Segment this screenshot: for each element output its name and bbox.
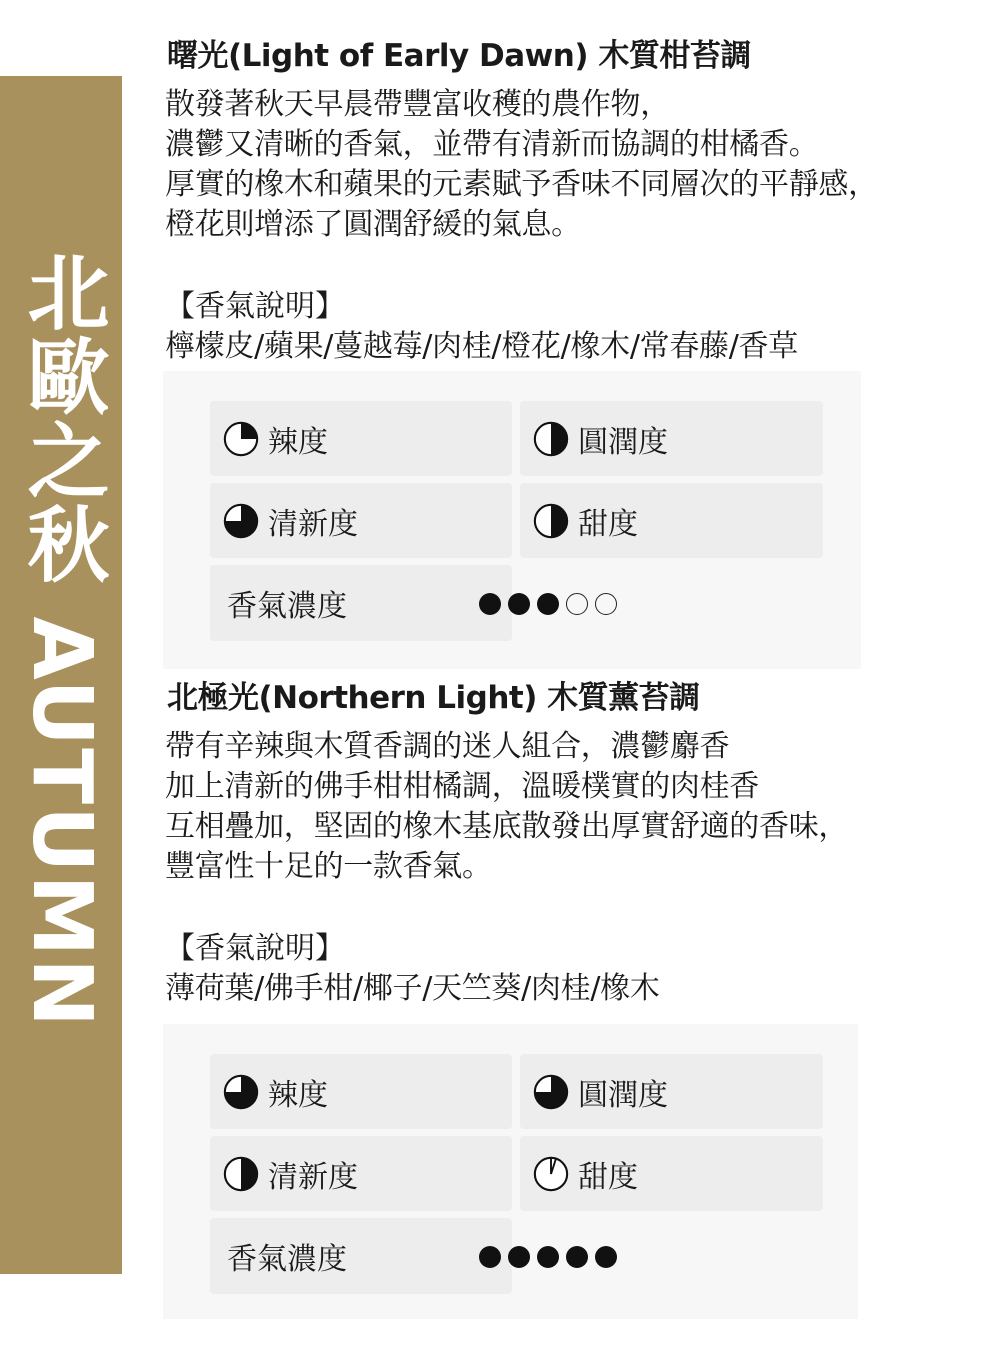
pie-half-icon — [222, 1155, 260, 1193]
description-line: 厚實的橡木和蘋果的元素賦予香味不同層次的平靜感， — [165, 167, 878, 202]
attribute-label: 清新度 — [268, 1159, 358, 1195]
intensity-dot-filled — [479, 593, 501, 615]
intensity-dot-filled — [508, 593, 530, 615]
attribute-fresh — [210, 1136, 512, 1211]
notes-heading: 【香氣說明】 — [165, 931, 345, 966]
attribute-panel — [163, 371, 861, 669]
intensity-dot-filled — [479, 1246, 501, 1268]
notes-list: 薄荷葉/佛手柑/椰子/天竺葵/肉桂/橡木 — [165, 971, 660, 1006]
intensity-label: 香氣濃度 — [227, 589, 347, 624]
attribute-spicy — [210, 401, 512, 476]
fragrance-title: 北極光(Northern Light) 木質薰苔調 — [167, 680, 700, 716]
intensity-dot-empty — [595, 593, 617, 615]
intensity-dot-empty — [566, 593, 588, 615]
description-line: 濃鬱又清晰的香氣，並帶有清新而協調的柑橘香。 — [165, 127, 819, 162]
intensity-dots — [479, 589, 624, 619]
pie-half-icon — [532, 420, 570, 458]
pie-three-quarter-icon — [222, 502, 260, 540]
pie-tick-icon — [532, 1155, 570, 1193]
intensity-dot-filled — [508, 1246, 530, 1268]
fragrance-section-northern — [165, 672, 985, 1009]
attribute-panel — [163, 1024, 858, 1319]
pie-half-icon — [532, 502, 570, 540]
fragrance-description — [165, 85, 985, 245]
attribute-label: 圓潤度 — [578, 1077, 668, 1113]
attribute-fresh — [210, 483, 512, 558]
intensity-dot-filled — [537, 593, 559, 615]
description-line: 帶有辛辣與木質香調的迷人組合，濃鬱麝香 — [165, 729, 730, 764]
attribute-spicy — [210, 1054, 512, 1129]
description-line: 互相疊加，堅固的橡木基底散發出厚實舒適的香味， — [165, 809, 849, 844]
pie-three-quarter-icon — [222, 1073, 260, 1111]
intensity-dot-filled — [537, 1246, 559, 1268]
attribute-label: 辣度 — [268, 424, 328, 460]
attribute-label: 清新度 — [268, 506, 358, 542]
intensity-cell — [210, 1218, 512, 1294]
attribute-label: 甜度 — [578, 1159, 638, 1195]
attribute-sweet — [520, 483, 823, 558]
description-line: 加上清新的佛手柑柑橘調，溫暖樸實的肉桂香 — [165, 769, 759, 804]
fragrance-section-dawn — [165, 30, 985, 367]
intensity-dot-filled — [595, 1246, 617, 1268]
notes-list: 檸檬皮/蘋果/蔓越莓/肉桂/橙花/橡木/常春藤/香草 — [165, 329, 798, 364]
pie-quarter-icon — [222, 420, 260, 458]
description-line: 散發著秋天早晨帶豐富收穫的農作物， — [165, 87, 670, 122]
attribute-sweet — [520, 1136, 823, 1211]
notes-heading: 【香氣說明】 — [165, 289, 345, 324]
attribute-round — [520, 1054, 823, 1129]
side-title: 北歐之秋 AUTUMN — [14, 250, 109, 1029]
attribute-label: 辣度 — [268, 1077, 328, 1113]
attribute-round — [520, 401, 823, 476]
fragrance-description — [165, 727, 985, 887]
intensity-cell — [210, 565, 512, 641]
intensity-dot-filled — [566, 1246, 588, 1268]
intensity-label: 香氣濃度 — [227, 1242, 347, 1277]
pie-three-quarter-icon — [532, 1073, 570, 1111]
attribute-label: 甜度 — [578, 506, 638, 542]
description-line: 橙花則增添了圓潤舒緩的氣息。 — [165, 207, 581, 242]
intensity-dots — [479, 1242, 624, 1272]
fragrance-title: 曙光(Light of Early Dawn) 木質柑苔調 — [167, 38, 751, 74]
description-line: 豐富性十足的一款香氣。 — [165, 849, 492, 884]
attribute-label: 圓潤度 — [578, 424, 668, 460]
